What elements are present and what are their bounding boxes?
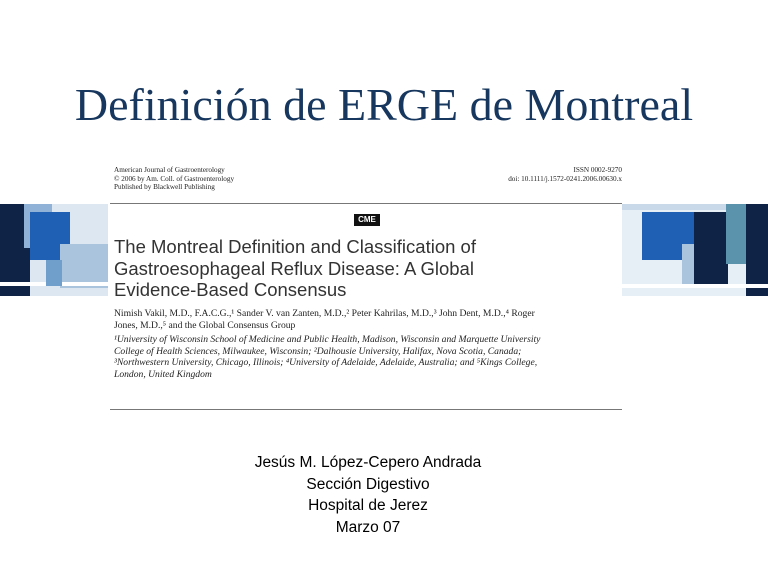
affiliation-line: ¹University of Wisconsin School of Medicine and Public Health, Madison, Wisconsin and Marquette University — [114, 334, 541, 345]
slide-title: Definición de ERGE de Montreal — [74, 79, 694, 130]
authors-line: Nimish Vakil, M.D., F.A.C.G.,¹ Sander V. van Zanten, M.D.,² Peter Kahrilas, M.D.,³ John Dent, M.D.,⁴ Roger — [114, 308, 535, 319]
affiliation-line: College of Health Sciences, Milwaukee, Wisconsin; ²Dalhousie University, Halifax, Nova Scotia, Canada; — [114, 345, 522, 357]
presenter-date: Marzo 07 — [335, 518, 401, 536]
cme-badge: CME — [354, 214, 380, 226]
paper-title-line: Gastroesophageal Reflux Disease: A Global — [114, 257, 474, 279]
presenter-name: Jesús M. López-Cepero Andrada — [254, 454, 482, 471]
paper-affiliations — [114, 334, 622, 380]
affiliation-line: ³Northwestern University, Chicago, Illinois; ⁴University of Adelaide, Adelaide, Australia; and ⁵Kings College, — [114, 357, 538, 369]
issn-doi — [508, 166, 622, 183]
presenter-department: Sección Digestivo — [306, 475, 430, 493]
journal-copyright: © 2006 by Am. Coll. of Gastroenterology — [114, 174, 235, 183]
journal-publisher: Published by Blackwell Publishing — [114, 183, 215, 192]
paper-header-image — [110, 160, 622, 412]
decorative-blocks-left — [0, 204, 108, 296]
presenter-hospital: Hospital de Jerez — [308, 497, 428, 514]
authors-line: Jones, M.D.,⁵ and the Global Consensus Group — [114, 319, 296, 331]
footer-rule — [110, 409, 622, 410]
paper-authors — [114, 308, 622, 331]
journal-name: American Journal of Gastroenterology — [114, 166, 225, 174]
issn: ISSN 0002-9270 — [573, 166, 622, 174]
journal-info — [114, 166, 234, 192]
paper-title — [114, 236, 614, 301]
header-rule — [110, 203, 622, 204]
paper-title-line: Evidence-Based Consensus — [114, 279, 347, 300]
affiliation-line: London, United Kingdom — [114, 368, 212, 380]
doi: doi: 10.1111/j.1572-0241.2006.00630.x — [508, 174, 622, 183]
decorative-blocks-right — [622, 204, 768, 296]
paper-title-line: The Montreal Definition and Classification of — [114, 236, 476, 257]
presenter-info — [200, 452, 536, 538]
